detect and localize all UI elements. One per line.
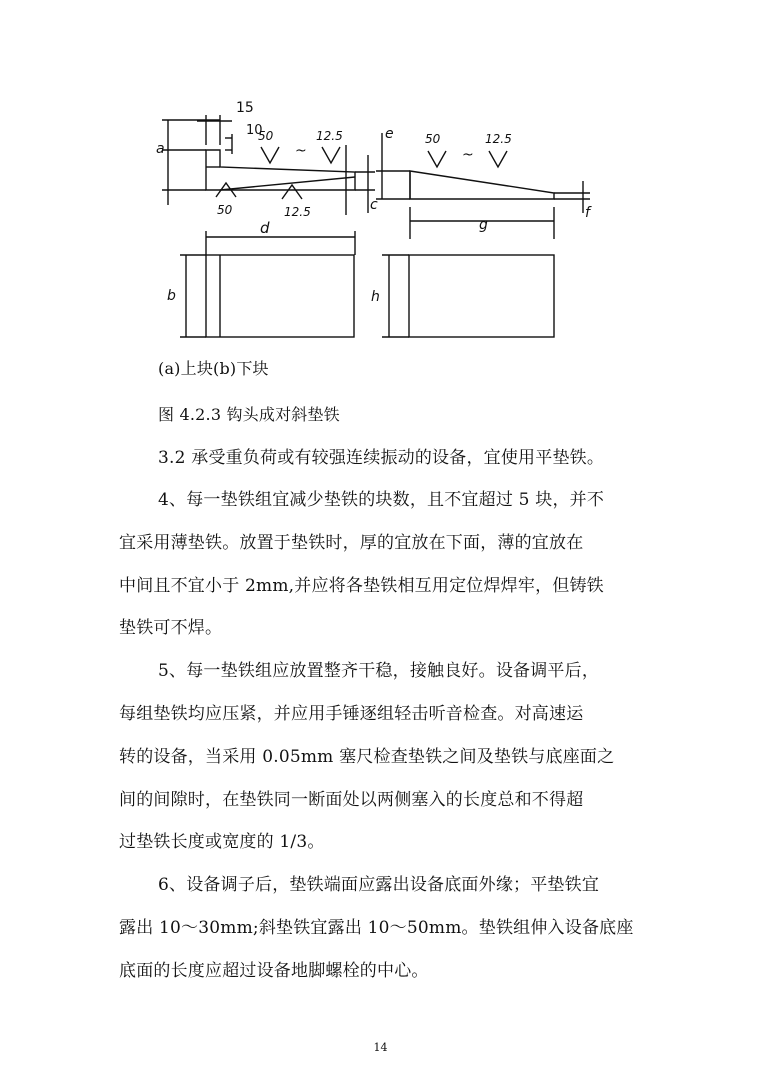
paragraph-5-line-1: 5、每一垫铁组应放置整齐干稳，接触良好。设备调平后， [158, 661, 600, 681]
lower-block-plan [409, 255, 554, 337]
technical-drawing [150, 95, 620, 355]
paragraph-4-line-3: 中间且不宜小于 2mm,并应将各垫铁相互用定位焊焊牢，但铸铁 [119, 576, 604, 596]
dimension-e: e [385, 126, 394, 142]
paragraph-3-2: 3.2 承受重负荷或有较强连续振动的设备，宜使用平垫铁。 [158, 448, 605, 468]
lower-block-profile [410, 171, 554, 199]
roughness-label-upper-left: 50 [258, 129, 274, 143]
figure-subcaption: (a)上块(b)下块 [158, 359, 269, 378]
dimension-f: f [585, 205, 590, 221]
roughness-mark-right-right [489, 151, 507, 167]
dimension-d: d [260, 219, 270, 237]
roughness-label-lower-right: 12.5 [284, 205, 311, 219]
dimension-a: a [156, 141, 165, 157]
roughness-label-upper-right: 12.5 [316, 129, 343, 143]
roughness-tilde-right: ~ [462, 147, 474, 163]
roughness-label-right-left: 50 [425, 132, 441, 146]
page-number: 14 [373, 1041, 388, 1054]
paragraph-4-line-2: 宜采用薄垫铁。放置于垫铁时，厚的宜放在下面，薄的宜放在 [119, 533, 584, 553]
paragraph-6-line-3: 底面的长度应超过设备地脚螺栓的中心。 [119, 961, 429, 981]
roughness-label-lower-left: 50 [217, 203, 233, 217]
roughness-mark-upper-right [322, 147, 340, 163]
paragraph-5-line-2: 每组垫铁均应压紧，并应用手锤逐组轻击听音检查。对高速运 [119, 704, 584, 724]
roughness-mark-lower-right [282, 185, 302, 199]
paragraph-4-line-4: 垫铁可不焊。 [119, 618, 223, 638]
roughness-tilde-upper: ~ [295, 143, 307, 159]
wedge-shim-figure [150, 95, 620, 355]
upper-block-bottom-line [220, 177, 355, 190]
dimension-15: 15 [236, 100, 254, 116]
dimension-c: c [370, 197, 378, 213]
dimension-g: g [479, 217, 488, 233]
figure-caption: 图 4.2.3 钩头成对斜垫铁 [158, 405, 340, 424]
paragraph-5-line-4: 间的间隙时，在垫铁同一断面处以两侧塞入的长度总和不得超 [119, 790, 584, 810]
roughness-mark-upper-left [261, 147, 279, 163]
dimension-h: h [371, 289, 380, 305]
paragraph-5-line-5: 过垫铁长度或宽度的 1/3。 [119, 832, 325, 852]
roughness-mark-right-left [428, 151, 446, 167]
paragraph-5-line-3: 转的设备，当采用 0.05mm 塞尺检查垫铁之间及垫铁与底座面之 [119, 747, 615, 767]
paragraph-6-line-2: 露出 10～30mm;斜垫铁宜露出 10～50mm。垫铁组伸入设备底座 [119, 918, 634, 938]
dimension-b: b [167, 288, 176, 304]
upper-block-plan [206, 255, 354, 337]
paragraph-6-line-1: 6、设备调子后，垫铁端面应露出设备底面外缘；平垫铁宜 [158, 875, 600, 895]
paragraph-4-line-1: 4、每一垫铁组宜减少垫铁的块数，且不宜超过 5 块，并不 [158, 490, 605, 510]
roughness-label-right-right: 12.5 [485, 132, 512, 146]
dimension-10: 10 [246, 123, 263, 138]
